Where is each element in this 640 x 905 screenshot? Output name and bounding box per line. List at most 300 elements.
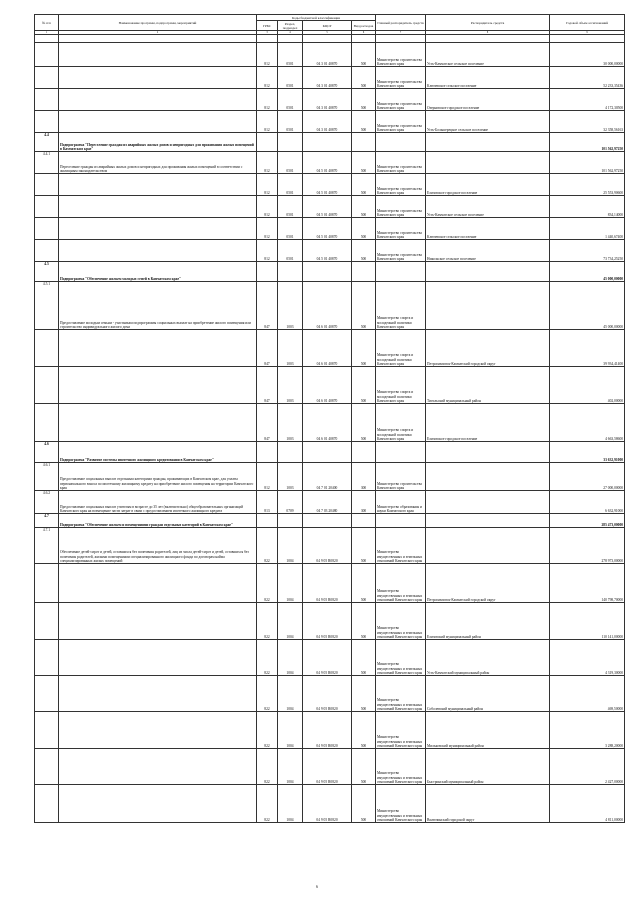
row-ksr: 04 3 01 40870: [303, 43, 352, 67]
row-manager: [426, 152, 550, 174]
row-vr: 300: [352, 463, 376, 491]
row-number: 4.4: [35, 133, 59, 152]
row-ksr: 04 6 01 40870: [303, 330, 352, 367]
row-main-manager: Министерство строительства Камчатского края: [376, 174, 426, 196]
header-grbs: ГРБС: [257, 21, 278, 31]
row-name: Обеспечение детей-сирот и детей, оставшихся без попечения родителей, лиц из числа детей-сирот и детей, оставшихся без попечения родителей, жилыми помещениями специализированного жилищного фонда по договорам найма специализированных жилых помещений: [59, 528, 257, 564]
row-sum: [550, 35, 625, 43]
row-name: Подпрограмма "Обеспечение жильем молодых семей в Камчатском крае": [59, 262, 257, 282]
row-number: [35, 564, 59, 603]
row-section: 1004: [278, 640, 303, 676]
row-manager: Усть-Камчатское сельское поселение: [426, 196, 550, 218]
row-sum: 27 000,00000: [550, 463, 625, 491]
row-manager: Петропавловск-Камчатский городской округ: [426, 330, 550, 367]
row-sum: 101 562,97250: [550, 133, 625, 152]
row-name: [59, 89, 257, 111]
row-grbs: 812: [257, 67, 278, 89]
col-index: 1: [35, 31, 59, 35]
row-main-manager: Министерство имущественных и земельных отношений Камчатского края: [376, 528, 426, 564]
row-number: 4.6.2: [35, 491, 59, 514]
row-number: [35, 89, 59, 111]
row-grbs: [257, 133, 278, 152]
row-main-manager: [376, 442, 426, 463]
row-vr: 500: [352, 564, 376, 603]
row-ksr: [303, 262, 352, 282]
row-section: 0501: [278, 89, 303, 111]
subprogram-row: [35, 514, 625, 528]
table-row: [35, 528, 625, 564]
row-sum: 73 734,25250: [550, 240, 625, 262]
row-manager: [426, 463, 550, 491]
row-grbs: 812: [257, 43, 278, 67]
row-manager: [426, 133, 550, 152]
row-main-manager: Министерство спорта и молодежной политики Камчатского края: [376, 367, 426, 404]
row-manager: Соболевский муниципальный район: [426, 676, 550, 712]
row-section: 1004: [278, 785, 303, 823]
row-ksr: 04 3 01 40870: [303, 89, 352, 111]
table-row: [35, 463, 625, 491]
row-ksr: 04 3 01 40870: [303, 111, 352, 133]
row-section: 0501: [278, 218, 303, 240]
row-section: 0501: [278, 174, 303, 196]
row-ksr: 04 9 05 R0820: [303, 785, 352, 823]
row-manager: Петропавловск-Камчатский городской округ: [426, 564, 550, 603]
row-manager: [426, 491, 550, 514]
row-main-manager: Министерство имущественных и земельных отношений Камчатского края: [376, 564, 426, 603]
row-manager: Елизовское городское поселение: [426, 174, 550, 196]
table-row: [35, 603, 625, 640]
row-manager: Быстринский муниципальный район: [426, 749, 550, 785]
row-sum: 39 934,41400: [550, 330, 625, 367]
row-name: [59, 35, 257, 43]
table-row: [35, 367, 625, 404]
row-section: 1004: [278, 676, 303, 712]
col-index: 2: [59, 31, 257, 35]
row-name: [59, 404, 257, 442]
row-grbs: 812: [257, 111, 278, 133]
row-section: 0501: [278, 196, 303, 218]
row-main-manager: Министерство спорта и молодежной политики Камчатского края: [376, 282, 426, 330]
row-vr: 500: [352, 152, 376, 174]
header-section: Раздел, подраздел: [278, 21, 303, 31]
row-grbs: 822: [257, 749, 278, 785]
row-section: 1003: [278, 367, 303, 404]
row-manager: [426, 442, 550, 463]
row-grbs: 812: [257, 152, 278, 174]
row-name: [59, 564, 257, 603]
row-grbs: 822: [257, 712, 278, 749]
row-number: 4.5.1: [35, 282, 59, 330]
row-number: [35, 174, 59, 196]
row-vr: 500: [352, 89, 376, 111]
row-section: 0709: [278, 491, 303, 514]
row-main-manager: Министерство имущественных и земельных отношений Камчатского края: [376, 676, 426, 712]
row-sum: 45 000,00000: [550, 282, 625, 330]
row-grbs: 847: [257, 330, 278, 367]
row-number: [35, 640, 59, 676]
row-main-manager: Министерство строительства Камчатского края: [376, 111, 426, 133]
table-row: [35, 564, 625, 603]
row-grbs: 847: [257, 367, 278, 404]
row-grbs: [257, 262, 278, 282]
row-manager: Елизовское городское поселение: [426, 404, 550, 442]
row-grbs: [257, 442, 278, 463]
row-main-manager: Министерство имущественных и земельных отношений Камчатского края: [376, 712, 426, 749]
row-number: 4.7.1: [35, 528, 59, 564]
row-section: [278, 262, 303, 282]
table-row: [35, 330, 625, 367]
row-manager: Ключевское сельское поселение: [426, 218, 550, 240]
header-main-manager: Главный распорядитель средств: [376, 15, 426, 31]
row-name: Подпрограмма "Переселение граждан из аварийных жилых домов и непригодных для проживания жилых помещений в Камчатском крае": [59, 133, 257, 152]
row-ksr: [303, 442, 352, 463]
row-manager: Озерновское городское поселение: [426, 89, 550, 111]
header-manager: Распорядитель средств: [426, 15, 550, 31]
row-main-manager: Министерство строительства Камчатского края: [376, 218, 426, 240]
row-main-manager: Министерство имущественных и земельных отношений Камчатского края: [376, 603, 426, 640]
row-number: 4.6: [35, 442, 59, 463]
row-vr: 300: [352, 491, 376, 514]
row-section: 0501: [278, 152, 303, 174]
row-vr: [352, 262, 376, 282]
row-name: Подпрограмма "Обеспечение жильем и помещениями граждан отдельных категорий в Камчатском крае": [59, 514, 257, 528]
row-sum: 110 141,00000: [550, 603, 625, 640]
row-section: 1004: [278, 528, 303, 564]
row-grbs: 822: [257, 564, 278, 603]
table-row: [35, 174, 625, 196]
row-vr: [352, 514, 376, 528]
row-vr: 500: [352, 111, 376, 133]
row-manager: Тигильский муниципальный район: [426, 367, 550, 404]
row-ksr: 04 3 01 40870: [303, 67, 352, 89]
row-ksr: 04 9 05 R0820: [303, 640, 352, 676]
header-no: № п/п: [35, 15, 59, 31]
row-name: [59, 240, 257, 262]
row-vr: 500: [352, 749, 376, 785]
row-vr: 500: [352, 404, 376, 442]
row-number: [35, 43, 59, 67]
row-number: 4.6.1: [35, 463, 59, 491]
row-sum: 52 233,35436: [550, 67, 625, 89]
row-name: [59, 749, 257, 785]
row-main-manager: [376, 35, 426, 43]
row-number: 4.7: [35, 514, 59, 528]
row-sum: 469,50000: [550, 676, 625, 712]
row-name: [59, 676, 257, 712]
row-name: [59, 111, 257, 133]
row-section: 0501: [278, 67, 303, 89]
row-main-manager: Министерство имущественных и земельных отношений Камчатского края: [376, 785, 426, 823]
row-ksr: 04 9 05 R0820: [303, 676, 352, 712]
row-manager: Елизовский муниципальный район: [426, 603, 550, 640]
row-sum: 1 440,67400: [550, 218, 625, 240]
row-vr: 500: [352, 174, 376, 196]
row-vr: 500: [352, 240, 376, 262]
row-vr: 500: [352, 67, 376, 89]
row-ksr: 04 5 01 40870: [303, 196, 352, 218]
row-name: Предоставление социальных выплат отдельным категориям граждан, проживающих в Камчатском крае, для уплаты первоначального взноса по ипотечному жилищному кредиту на приобретение жилого помещения на территории Камчатского края: [59, 463, 257, 491]
row-main-manager: Министерство строительства Камчатского края: [376, 67, 426, 89]
row-section: 1004: [278, 603, 303, 640]
row-ksr: 04 9 05 R0820: [303, 564, 352, 603]
row-main-manager: Министерство образования и науки Камчатского края: [376, 491, 426, 514]
row-name: Предоставление молодым семьям - участникам подпрограммы социальных выплат на приобретение жилого помещения или строительство индивидуального жилого дома: [59, 282, 257, 330]
row-sum: 32 358,56163: [550, 111, 625, 133]
row-ksr: 04 5 01 40870: [303, 152, 352, 174]
row-name: [59, 712, 257, 749]
row-number: [35, 196, 59, 218]
row-section: [278, 442, 303, 463]
row-section: [278, 35, 303, 43]
header-vr: Вид расходов: [352, 21, 376, 31]
row-number: [35, 35, 59, 43]
row-grbs: 812: [257, 89, 278, 111]
row-grbs: 812: [257, 463, 278, 491]
subprogram-row: [35, 262, 625, 282]
table-row: [35, 152, 625, 174]
row-manager: [426, 35, 550, 43]
col-index: 9: [550, 31, 625, 35]
row-number: [35, 676, 59, 712]
row-name: Переселение граждан из аварийных жилых домов и непригодных для проживания жилых помещений в соответствии с жилищным законодательством: [59, 152, 257, 174]
row-vr: [352, 133, 376, 152]
row-number: [35, 603, 59, 640]
row-sum: 4 811,00000: [550, 785, 625, 823]
row-manager: Вилючинский городской округ: [426, 785, 550, 823]
row-vr: 500: [352, 218, 376, 240]
row-sum: 278 973,00000: [550, 528, 625, 564]
row-main-manager: Министерство строительства Камчатского края: [376, 240, 426, 262]
row-vr: 500: [352, 330, 376, 367]
row-ksr: 04 9 05 R0820: [303, 712, 352, 749]
header-ksr: КЦСР: [303, 21, 352, 31]
row-grbs: [257, 514, 278, 528]
row-main-manager: Министерство имущественных и земельных отношений Камчатского края: [376, 749, 426, 785]
row-main-manager: [376, 133, 426, 152]
row-sum: 6 632,91000: [550, 491, 625, 514]
row-main-manager: Министерство строительства Камчатского края: [376, 463, 426, 491]
row-manager: [426, 262, 550, 282]
row-sum: 45 000,00000: [550, 262, 625, 282]
row-vr: 500: [352, 43, 376, 67]
row-name: [59, 367, 257, 404]
row-section: [278, 514, 303, 528]
row-section: 0501: [278, 240, 303, 262]
row-sum: 285 473,00000: [550, 514, 625, 528]
row-main-manager: Министерство спорта и молодежной политики Камчатского края: [376, 404, 426, 442]
table-row: [35, 282, 625, 330]
row-section: 1004: [278, 749, 303, 785]
table-row: [35, 785, 625, 823]
col-index: 5: [303, 31, 352, 35]
row-vr: 500: [352, 196, 376, 218]
row-manager: Усть-Большерецкое сельское поселение: [426, 111, 550, 133]
row-sum: 4 172,30500: [550, 89, 625, 111]
row-sum: 101 562,97250: [550, 152, 625, 174]
table-row: [35, 240, 625, 262]
row-main-manager: [376, 262, 426, 282]
row-section: 1003: [278, 404, 303, 442]
row-name: Предоставление социальных выплат учителям в возрасте до 35 лет (включительно) общеобразовательных организаций Камчатского края на возмещение части затрат в связи с предоставлением ипотечного жилищного кредита: [59, 491, 257, 514]
subprogram-row: [35, 35, 625, 43]
row-vr: [352, 442, 376, 463]
row-number: [35, 67, 59, 89]
row-name: [59, 218, 257, 240]
row-ksr: 04 7 03 20480: [303, 491, 352, 514]
table-row: [35, 43, 625, 67]
row-main-manager: Министерство имущественных и земельных отношений Камчатского края: [376, 640, 426, 676]
row-number: 4.4.1: [35, 152, 59, 174]
row-number: [35, 749, 59, 785]
row-ksr: [303, 133, 352, 152]
table-row: [35, 218, 625, 240]
subprogram-row: [35, 442, 625, 463]
col-index: 4: [278, 31, 303, 35]
row-section: 1004: [278, 564, 303, 603]
row-sum: 3 288,20000: [550, 712, 625, 749]
row-name: [59, 174, 257, 196]
row-number: 4.5: [35, 262, 59, 282]
row-sum: 30 000,00000: [550, 43, 625, 67]
row-grbs: 812: [257, 218, 278, 240]
row-grbs: 847: [257, 282, 278, 330]
row-ksr: 04 7 01 20400: [303, 463, 352, 491]
row-name: [59, 67, 257, 89]
row-vr: 500: [352, 282, 376, 330]
subprogram-row: [35, 133, 625, 152]
table-row: [35, 749, 625, 785]
row-sum: 4 319,30000: [550, 640, 625, 676]
row-number: [35, 712, 59, 749]
row-number: [35, 240, 59, 262]
row-vr: 500: [352, 528, 376, 564]
row-ksr: 04 6 01 40870: [303, 404, 352, 442]
row-number: [35, 367, 59, 404]
row-ksr: 04 9 05 R0820: [303, 528, 352, 564]
row-manager: Никольское сельское поселение: [426, 240, 550, 262]
row-grbs: [257, 35, 278, 43]
row-manager: Усть-Камчатское сельское поселение: [426, 43, 550, 67]
row-sum: 402,00000: [550, 367, 625, 404]
row-ksr: 04 6 01 40870: [303, 367, 352, 404]
row-sum: 140 798,70000: [550, 564, 625, 603]
row-manager: Усть-Камчатский муниципальный район: [426, 640, 550, 676]
row-main-manager: Министерство строительства Камчатского края: [376, 89, 426, 111]
row-section: 1004: [278, 712, 303, 749]
row-name: [59, 43, 257, 67]
row-vr: 500: [352, 640, 376, 676]
row-grbs: 847: [257, 404, 278, 442]
row-ksr: 04 9 05 R0820: [303, 749, 352, 785]
header-codes: Коды бюджетной классификации: [257, 15, 376, 21]
table-row: [35, 676, 625, 712]
row-manager: Мильковский муниципальный район: [426, 712, 550, 749]
table-row: [35, 196, 625, 218]
row-sum: 33 632,91000: [550, 442, 625, 463]
row-vr: [352, 35, 376, 43]
row-ksr: 04 6 01 40870: [303, 282, 352, 330]
col-index: 7: [376, 31, 426, 35]
page-number: 6: [316, 884, 318, 889]
header-total: Годовой объем ассигнований: [550, 15, 625, 31]
row-name: [59, 785, 257, 823]
row-number: [35, 785, 59, 823]
col-index: 8: [426, 31, 550, 35]
table-row: [35, 640, 625, 676]
budget-table: [34, 14, 625, 823]
row-main-manager: Министерство строительства Камчатского края: [376, 196, 426, 218]
row-main-manager: Министерство строительства Камчатского края: [376, 152, 426, 174]
row-grbs: 812: [257, 174, 278, 196]
row-section: 1003: [278, 282, 303, 330]
row-section: 1003: [278, 463, 303, 491]
header-name: Наименование программ, подпрограмм, мероприятий: [59, 15, 257, 31]
row-vr: 500: [352, 785, 376, 823]
row-section: 0501: [278, 111, 303, 133]
row-main-manager: Министерство строительства Камчатского края: [376, 43, 426, 67]
row-sum: 834,14000: [550, 196, 625, 218]
row-main-manager: Министерство спорта и молодежной политики Камчатского края: [376, 330, 426, 367]
row-name: [59, 330, 257, 367]
row-manager: Ключевское сельское поселение: [426, 67, 550, 89]
table-row: [35, 404, 625, 442]
row-vr: 500: [352, 603, 376, 640]
row-ksr: 04 5 01 40870: [303, 240, 352, 262]
col-index: 3: [257, 31, 278, 35]
row-grbs: 822: [257, 676, 278, 712]
row-main-manager: [376, 514, 426, 528]
row-number: [35, 111, 59, 133]
row-vr: 500: [352, 676, 376, 712]
table-row: [35, 712, 625, 749]
row-grbs: 812: [257, 240, 278, 262]
row-name: Подпрограмма "Развитие системы ипотечного жилищного кредитования в Камчатском крае": [59, 442, 257, 463]
table-row: [35, 111, 625, 133]
row-number: [35, 404, 59, 442]
row-ksr: 04 5 01 40870: [303, 218, 352, 240]
row-ksr: 04 5 01 40870: [303, 174, 352, 196]
row-manager: [426, 514, 550, 528]
row-name: [59, 196, 257, 218]
row-vr: 500: [352, 367, 376, 404]
row-ksr: [303, 514, 352, 528]
row-section: 1003: [278, 330, 303, 367]
table-row: [35, 491, 625, 514]
row-grbs: 813: [257, 491, 278, 514]
row-grbs: 822: [257, 528, 278, 564]
row-number: [35, 218, 59, 240]
row-name: [59, 603, 257, 640]
row-number: [35, 330, 59, 367]
row-sum: 4 663,58600: [550, 404, 625, 442]
row-manager: [426, 528, 550, 564]
table-row: [35, 89, 625, 111]
row-grbs: 812: [257, 196, 278, 218]
row-ksr: 04 9 05 R0820: [303, 603, 352, 640]
row-section: 0501: [278, 43, 303, 67]
row-ksr: [303, 35, 352, 43]
row-sum: 25 553,90600: [550, 174, 625, 196]
row-grbs: 822: [257, 640, 278, 676]
row-sum: 2 427,00000: [550, 749, 625, 785]
row-grbs: 822: [257, 785, 278, 823]
row-name: [59, 640, 257, 676]
row-vr: 500: [352, 712, 376, 749]
row-section: [278, 133, 303, 152]
row-manager: [426, 282, 550, 330]
row-grbs: 822: [257, 603, 278, 640]
table-row: [35, 67, 625, 89]
